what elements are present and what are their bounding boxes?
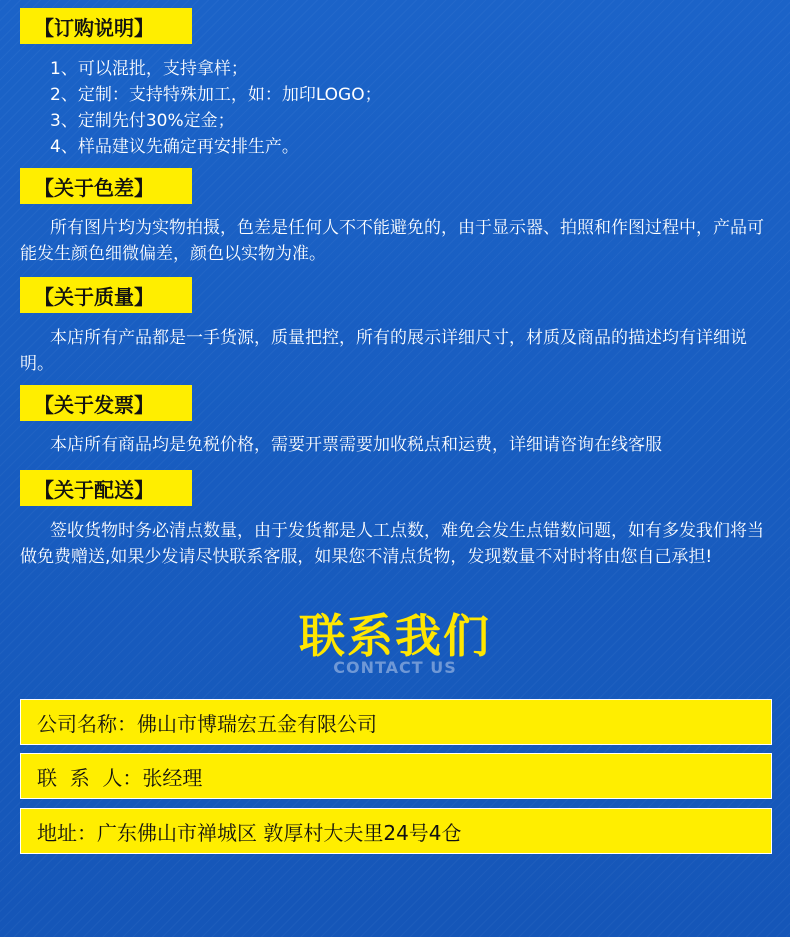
section-heading-color: 【关于色差】	[20, 168, 192, 204]
order-list	[20, 56, 780, 160]
contact-subtitle: CONTACT US	[333, 658, 457, 677]
order-item: 2、定制：支持特殊加工，如：加印LOGO；	[50, 85, 382, 105]
delivery-text: 签收货物时务必清点数量，由于发货都是人工点数，难免会发生点错数问题，如有多发我们将当做免费赠送,如果少发请尽快联系客服，如果您不清点货物，发现数量不对时将由您自己承担!	[20, 521, 764, 567]
quality-text: 本店所有产品都是一手货源，质量把控，所有的展示详细尺寸，材质及商品的描述均有详细说明。	[20, 328, 747, 374]
color-text: 所有图片均为实物拍摄，色差是任何人不不能避免的，由于显示器、拍照和作图过程中，产品可能发生颜色细微偏差，颜色以实物为准。	[20, 218, 764, 264]
contact-person: 联 系 人：张经理	[37, 765, 203, 790]
contact-title: 联系我们	[299, 609, 491, 663]
address-box	[20, 808, 772, 854]
order-item: 4、样品建议先确定再安排生产。	[50, 137, 299, 157]
address: 地址：广东佛山市禅城区 敦厚村大夫里24号4仓	[37, 820, 462, 845]
section-heading-delivery: 【关于配送】	[20, 470, 192, 506]
section-heading-order: 【订购说明】	[20, 8, 192, 44]
company-name-box	[20, 699, 772, 745]
section-heading-quality: 【关于质量】	[20, 277, 192, 313]
order-item: 1、可以混批，支持拿样；	[50, 59, 248, 79]
invoice-text: 本店所有商品均是免税价格，需要开票需要加收税点和运费，详细请咨询在线客服	[50, 435, 662, 455]
contact-person-box	[20, 753, 772, 799]
section-heading-invoice: 【关于发票】	[20, 385, 192, 421]
order-item: 3、定制先付30%定金；	[50, 111, 235, 131]
company-name: 公司名称：佛山市博瑞宏五金有限公司	[37, 711, 377, 736]
